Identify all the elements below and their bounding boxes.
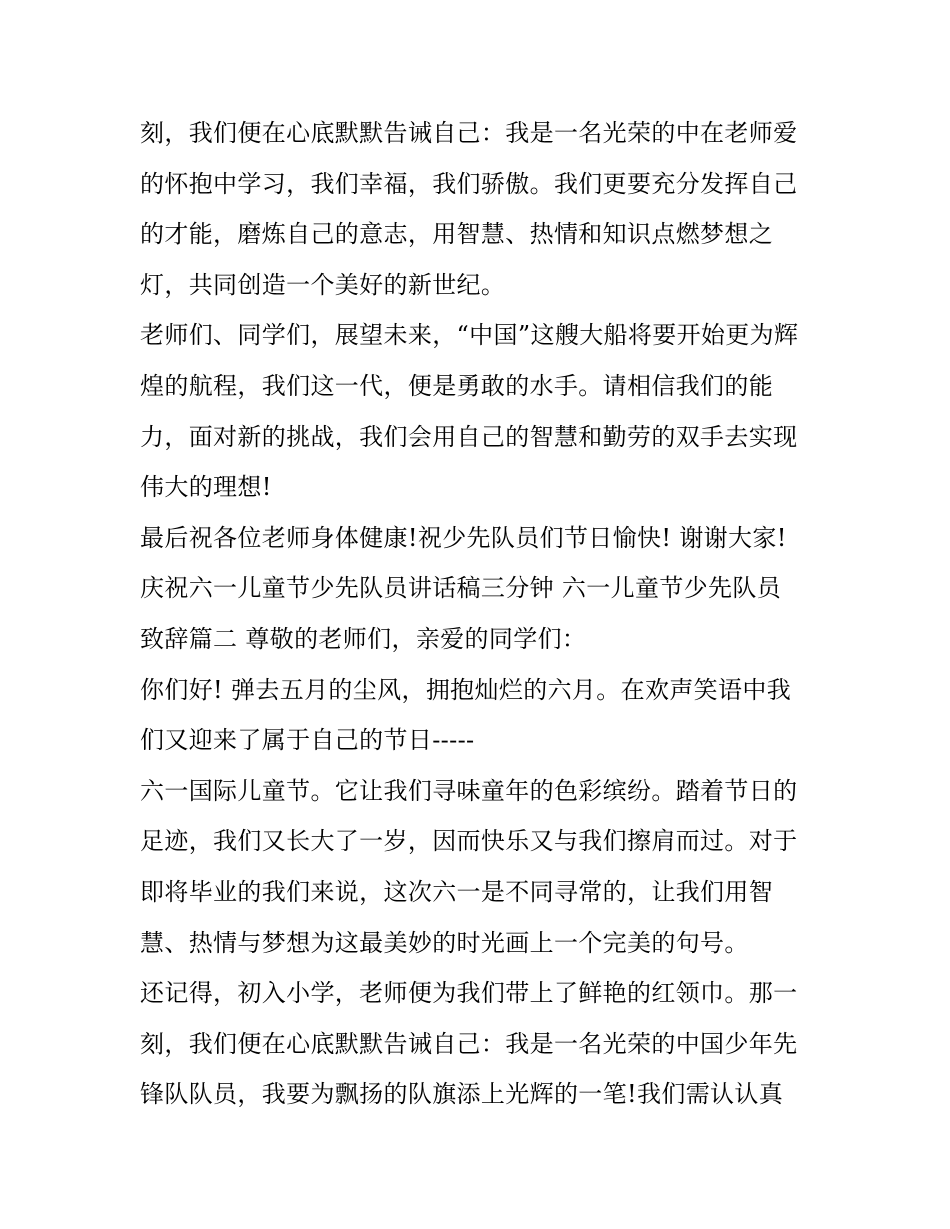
text-line: 的才能，磨炼自己的意志，用智慧、热情和知识点燃梦想之 (140, 220, 774, 249)
text-line: 锋队队员，我要为飘扬的队旗添上光辉的一笔!我们需认认真 (140, 1080, 784, 1109)
text-line: 足迹，我们又长大了一岁，因而快乐又与我们擦肩而过。对于 (140, 827, 798, 856)
text-line: 伟大的理想! (140, 473, 272, 502)
text-line: 你们好! 弹去五月的尘风，拥抱灿烂的六月。在欢声笑语中我 (140, 675, 792, 704)
text-line: 庆祝六一儿童节少先队员讲话稿三分钟 六一儿童节少先队员 (140, 574, 782, 603)
text-line: 们又迎来了属于自己的节日----- (140, 726, 475, 755)
text-line: 即将毕业的我们来说，这次六一是不同寻常的，让我们用智 (140, 877, 774, 906)
text-line: 的怀抱中学习，我们幸福，我们骄傲。我们更要充分发挥自己 (140, 169, 798, 198)
text-line: 还记得，初入小学，老师便为我们带上了鲜艳的红领巾。那一 (140, 979, 798, 1008)
text-line: 致辞篇二 尊敬的老师们，亲爱的同学们： (140, 624, 587, 653)
text-line: 刻，我们便在心底默默告诫自己：我是一名光荣的中国少年先 (140, 1029, 798, 1058)
text-line: 最后祝各位老师身体健康!祝少先队员们节日愉快! 谢谢大家! (140, 523, 787, 552)
text-line: 灯，共同创造一个美好的新世纪。 (140, 270, 506, 299)
text-line: 煌的航程，我们这一代，便是勇敢的水手。请相信我们的能 (140, 371, 774, 400)
text-line: 六一国际儿童节。它让我们寻味童年的色彩缤纷。踏着节日的 (140, 776, 798, 805)
text-line: 刻，我们便在心底默默告诫自己：我是一名光荣的中在老师爱 (140, 119, 798, 147)
document-body (140, 108, 820, 1120)
text-line: 力，面对新的挑战，我们会用自己的智慧和勤劳的双手去实现 (140, 422, 798, 451)
text-line: 慧、热情与梦想为这最美妙的时光画上一个完美的句号。 (140, 928, 749, 957)
text-line: 老师们、同学们，展望未来，“中国”这艘大船将要开始更为辉 (140, 321, 799, 350)
